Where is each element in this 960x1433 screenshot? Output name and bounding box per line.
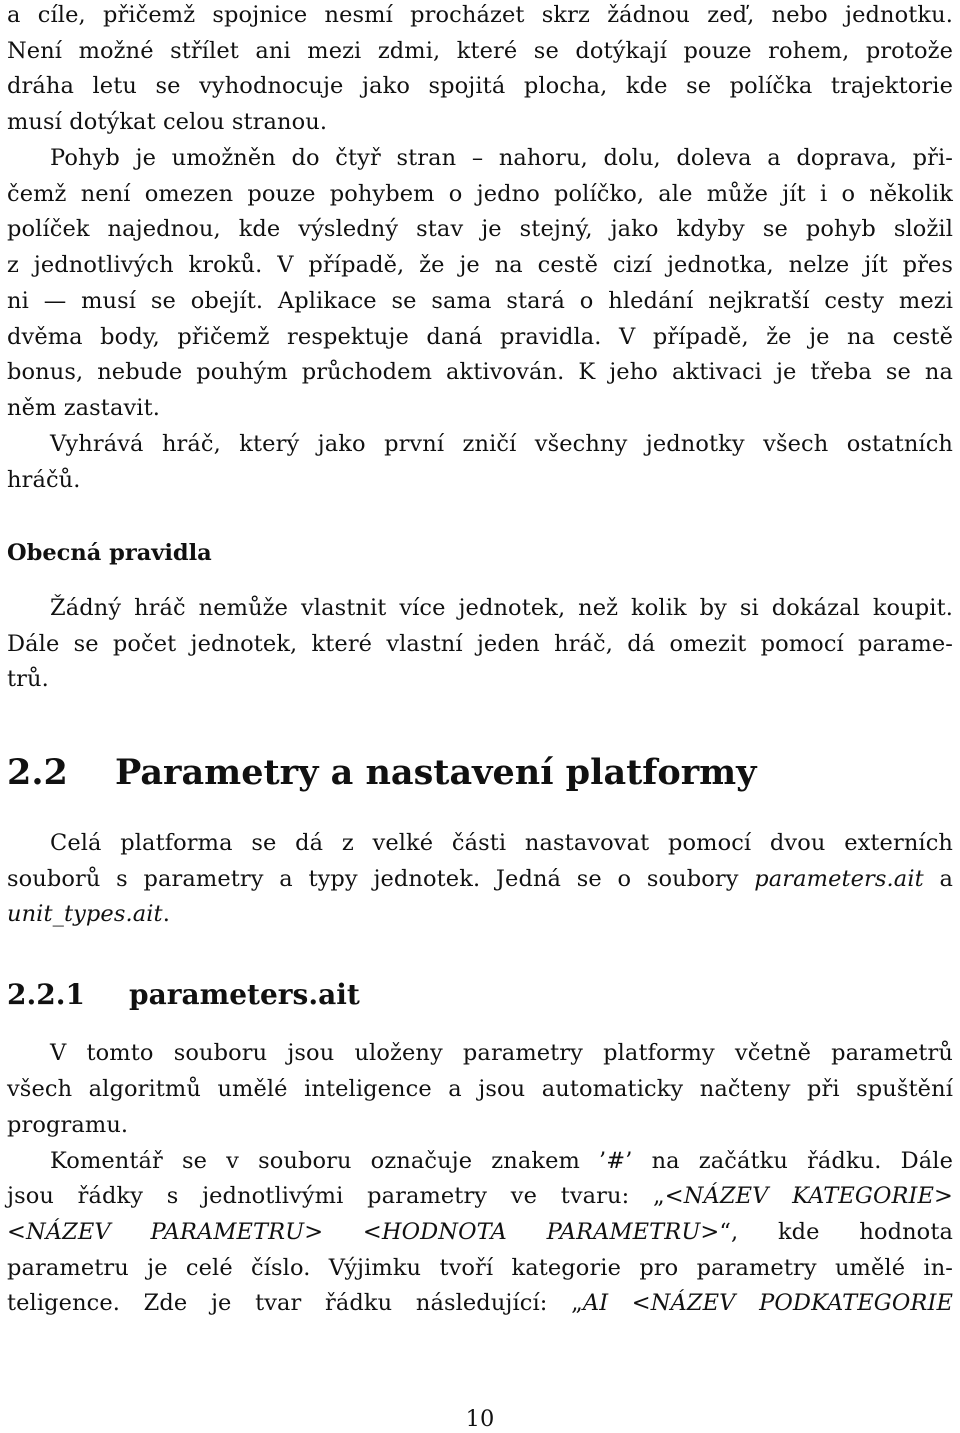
- page-number: 10: [465, 1406, 495, 1432]
- section-heading: Obecná pravidla: [7, 540, 212, 566]
- text-line: a cíle, přičemž spojnice nesmí procházet skrz žádnou zeď, nebo jednotku.: [7, 2, 953, 28]
- text-line: parametru je celé číslo. Výjimku tvoří kategorie pro parametry umělé in-: [7, 1255, 953, 1281]
- subsection-title-text: parameters.ait: [129, 978, 360, 1011]
- text-span: jsou řádky s jednotlivými parametry ve tvaru: „: [7, 1183, 665, 1209]
- text-line: V tomto souboru jsou uloženy parametry platformy včetně parametrů: [50, 1040, 953, 1066]
- filename: unit_types.ait: [7, 901, 163, 927]
- text-line: dvěma body, přičemž respektuje daná pravidla. V případě, že je na cestě: [7, 324, 953, 350]
- text-line: [7, 1292, 953, 1315]
- text-line: hráčů.: [7, 467, 81, 493]
- text-span: teligence. Zde je tvar řádku následující: „: [7, 1290, 583, 1316]
- text-line: Celá platforma se dá z velké části nastavovat pomocí dvou externích: [50, 830, 953, 856]
- syntax-placeholder: AI <NÁZEV PODKATEGORIE: [582, 1290, 953, 1316]
- text-line: Komentář se v souboru označuje znakem ’#’ na začátku řádku. Dále: [50, 1148, 953, 1174]
- subsection-heading: [7, 978, 360, 1011]
- text-line: [7, 868, 953, 891]
- text-line: všech algoritmů umělé inteligence a jsou automaticky načteny při spuštění: [7, 1076, 953, 1102]
- text-line: trů.: [7, 666, 49, 692]
- text-line: Dále se počet jednotek, které vlastní jeden hráč, dá omezit pomocí parame-: [7, 631, 953, 657]
- text-line: musí dotýkat celou stranou.: [7, 109, 328, 135]
- text-line: programu.: [7, 1112, 129, 1138]
- text-span: .: [162, 901, 170, 927]
- text-line: z jednotlivých kroků. V případě, že je na cestě cizí jednotka, nelze jít přes: [7, 252, 953, 278]
- text-line: Není možné střílet ani mezi zdmi, které se dotýkají pouze rohem, protože: [7, 38, 953, 64]
- chapter-title-text: Parametry a nastavení platformy: [115, 752, 757, 793]
- text-line: [7, 903, 170, 926]
- chapter-number: 2.2: [7, 752, 68, 793]
- text-line: ni — musí se obejít. Aplikace se sama stará o hledání nejkratší cesty mezi: [7, 288, 953, 314]
- text-line: něm zastavit.: [7, 395, 160, 421]
- subsection-number: 2.2.1: [7, 978, 85, 1011]
- text-line: [7, 1185, 953, 1208]
- text-line: [7, 1221, 953, 1244]
- text-span: souborů s parametry a typy jednotek. Jedná se o soubory: [7, 866, 755, 892]
- text-line: Žádný hráč nemůže vlastnit více jednotek, než kolik by si dokázal koupit.: [50, 595, 953, 621]
- text-line: čemž není omezen pouze pohybem o jedno políčko, ale může jít i o několik: [7, 181, 953, 207]
- text-span: “, kde hodnota: [719, 1219, 953, 1245]
- syntax-placeholder: <NÁZEV PARAMETRU> <HODNOTA PARAMETRU>: [7, 1219, 720, 1245]
- text-line: Pohyb je umožněn do čtyř stran – nahoru, dolu, doleva a doprava, při-: [50, 145, 953, 171]
- filename: parameters.ait: [754, 866, 924, 892]
- text-line: Vyhrává hráč, který jako první zničí všechny jednotky všech ostatních: [50, 431, 953, 457]
- chapter-heading: [7, 752, 757, 793]
- text-line: dráha letu se vyhodnocuje jako spojitá plocha, kde se políčka trajektorie: [7, 73, 953, 99]
- text-line: políček najednou, kde výsledný stav je stejný, jako kdyby se pohyb složil: [7, 216, 953, 242]
- syntax-placeholder: <NÁZEV KATEGORIE>: [664, 1183, 954, 1209]
- text-span: a: [923, 866, 953, 892]
- text-line: bonus, nebude pouhým průchodem aktivován. K jeho aktivaci je třeba se na: [7, 359, 953, 385]
